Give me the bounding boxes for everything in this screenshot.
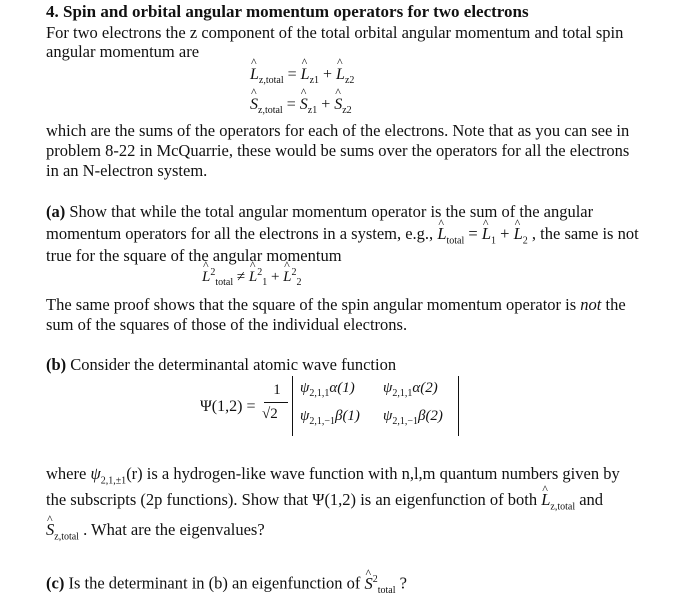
part-a-line-2: momentum operators for all the electrons in a system, e.g., ^ $L_{total}$ = ^ $L_1$ + ^ $L_2$ , the same is not	[46, 224, 639, 251]
problem-heading: 4. Spin and orbital angular momentum operators for two electrons	[46, 2, 529, 21]
matrix-cell-11: $\psi_{2,1,1}\alpha(1)$	[300, 380, 355, 399]
part-b-line-1: (b) Consider the determinantal atomic wave function	[46, 355, 397, 374]
det-right-bar	[458, 376, 459, 436]
after-eq-line-1: which are the sums of the operators for each of the electrons. Note that as you can see in	[46, 121, 630, 140]
part-c-line: (c) Is the determinant in (b) an eigenfunction of ^ $S^2_{total}$ ?	[46, 570, 407, 601]
part-b-where-line-3: ^ $S_{z,total}$ . What are the eigenvalues?	[46, 520, 265, 547]
part-a-line-4: The same proof shows that the square of the spin angular momentum operator is not the	[46, 295, 626, 314]
equation-sz-total: ^ $S_{z,total}$ = ^ $S_{z1}$ + ^ $S_{z2}$	[250, 96, 352, 116]
intro-line-1: For two electrons the z component of the total orbital angular momentum and total spin	[46, 23, 624, 42]
frac-bar	[264, 402, 288, 403]
frac-numerator: 1	[273, 382, 281, 398]
inequality-l-squared: ^ $L^2_{total}$ ≠ ^ $L^2_1$ + ^ $L^2_2$	[202, 267, 302, 288]
part-a-line-5: sum of the squares of those of the individual electrons.	[46, 315, 408, 334]
psi-lhs: Ψ(1,2) =	[200, 398, 256, 415]
intro-line-2: angular momentum are	[46, 42, 200, 61]
part-a-line-1: (a) Show that while the total angular momentum operator is the sum of the angular	[46, 202, 594, 221]
matrix-cell-12: $\psi_{2,1,1}\alpha(2)$	[383, 380, 438, 399]
det-left-bar	[292, 376, 293, 436]
matrix-cell-21: $\psi_{2,1,-1}\beta(1)$	[300, 408, 360, 427]
part-a-line-3: true for the square of the angular momentum	[46, 246, 342, 265]
frac-denominator: √2	[262, 406, 278, 422]
equation-lz-total: ^ $L_{z,total}$ = ^ $L_{z1}$ + ^ $L_{z2}$	[250, 66, 354, 86]
part-b-where-line-1: where $\psi_{2,1,\pm 1}(r)$ is a hydrogen-like wave function with n,l,m quantum numbers given by	[46, 464, 620, 487]
after-eq-line-3: in an N-electron system.	[46, 161, 208, 180]
part-b-where-line-2: the subscripts (2p functions). Show that Ψ(1,2) is an eigenfunction of both ^ $L_{z,total}$ and	[46, 490, 603, 517]
after-eq-line-2: problem 8-22 in McQuarrie, these would be sums over the operators for all the electrons	[46, 141, 630, 160]
matrix-cell-22: $\psi_{2,1,-1}\beta(2)$	[383, 408, 443, 427]
